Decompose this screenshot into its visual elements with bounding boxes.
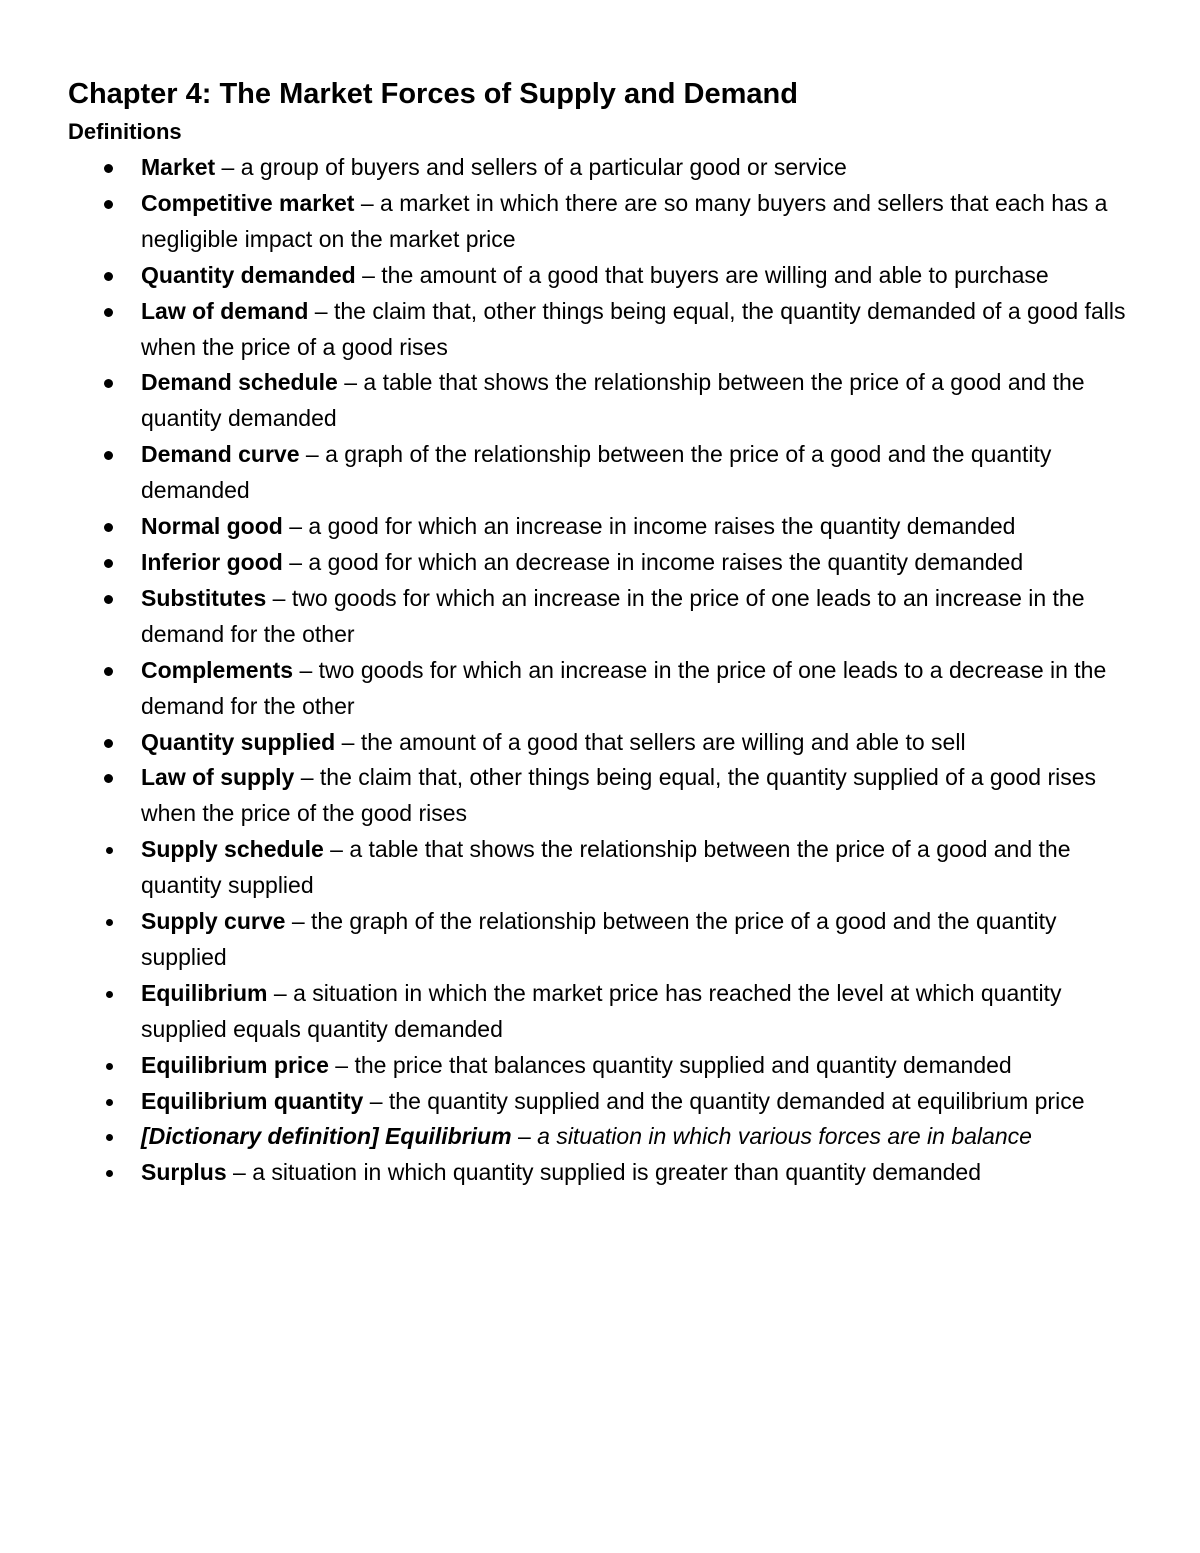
definition-text: the price that balances quantity supplied and quantity demanded (354, 1051, 1012, 1078)
definition-separator: – (267, 979, 294, 1006)
bullet-icon (104, 308, 113, 317)
definition-text: a group of buyers and sellers of a particular good or service (240, 154, 847, 180)
definition-term: Competitive market (141, 189, 355, 216)
definition-term: Quantity supplied (141, 728, 336, 755)
definition-text: the claim that, other things being equal, the quantity supplied of a good rises when the price of the good rises (141, 764, 1097, 827)
definition-item (0, 150, 1141, 186)
bullet-icon (106, 1063, 113, 1070)
definition-term: Substitutes (141, 584, 267, 611)
definition-term: Surplus (141, 1159, 227, 1186)
definition-text: a situation in which various forces are in balance (537, 1123, 1032, 1150)
definition-separator: – (285, 908, 312, 935)
definition-separator: – (226, 1159, 253, 1186)
definition-item (0, 365, 1141, 437)
section-heading: Definitions (68, 119, 182, 144)
definition-term: Law of demand (141, 297, 309, 324)
definition-separator: – (215, 154, 241, 180)
definition-term: Market (141, 154, 216, 180)
bullet-icon (104, 523, 113, 532)
bullet-icon (106, 1099, 113, 1106)
definition-text: the quantity supplied and the quantity demanded at equilibrium price (388, 1087, 1085, 1114)
definition-separator: – (294, 764, 320, 791)
bullet-icon (104, 451, 113, 460)
definition-text: the amount of a good that sellers are willing and able to sell (360, 728, 966, 755)
definition-text: a situation in which quantity supplied is greater than quantity demanded (252, 1159, 982, 1186)
bullet-icon (104, 739, 113, 748)
definition-text: a graph of the relationship between the price of a good and the quantity demanded (141, 441, 1052, 504)
definition-text: a market in which there are so many buyers and sellers that each has a negligible impact on the market price (141, 189, 1108, 252)
definition-item (0, 1155, 1141, 1191)
definition-term: Supply curve (141, 908, 286, 935)
definition-term: Inferior good (141, 548, 283, 575)
definition-item (0, 976, 1141, 1048)
definition-item (0, 437, 1141, 509)
definition-term: Equilibrium price (141, 1051, 329, 1078)
definition-text: a good for which an decrease in income raises the quantity demanded (308, 548, 1024, 575)
definition-term: Demand schedule (141, 369, 338, 396)
definition-item (0, 186, 1141, 258)
definition-separator: – (337, 369, 364, 396)
definition-term: Law of supply (141, 764, 295, 791)
definition-text: a good for which an increase in income raises the quantity demanded (308, 513, 1016, 540)
definition-item (0, 653, 1141, 725)
bullet-icon (106, 991, 113, 998)
bullet-icon (106, 1170, 113, 1177)
bullet-icon (104, 272, 113, 281)
definition-text: a table that shows the relationship between the price of a good and the quantity demanded (141, 369, 1085, 432)
definition-term: Quantity demanded (141, 261, 356, 288)
definition-separator: – (363, 1087, 389, 1114)
definition-separator: – (308, 297, 334, 324)
definition-separator: – (266, 584, 292, 611)
definition-text: a table that shows the relationship between the price of a good and the quantity supplied (141, 836, 1071, 899)
definition-separator: – (282, 513, 309, 540)
bullet-icon (104, 595, 113, 604)
definition-text: a situation in which the market price has reached the level at which quantity supplied equals quantity demanded (141, 979, 1062, 1042)
definition-separator: – (293, 656, 319, 683)
definition-item (0, 258, 1141, 294)
definition-item (0, 581, 1141, 653)
definition-term: Complements (141, 656, 294, 683)
bullet-icon (104, 559, 113, 568)
definition-item (0, 832, 1141, 904)
bullet-icon (104, 164, 113, 173)
bullet-icon (104, 379, 113, 388)
definitions-list (0, 150, 1200, 1191)
definition-separator: – (511, 1123, 538, 1150)
bullet-icon (104, 667, 113, 676)
definition-separator: – (355, 261, 382, 288)
definition-separator: – (323, 836, 350, 863)
definition-term: Normal good (141, 513, 283, 540)
definition-item (0, 294, 1141, 366)
bullet-icon (106, 919, 113, 926)
definition-term: [Dictionary definition] Equilibrium (141, 1123, 512, 1150)
bullet-icon (106, 1134, 113, 1141)
definition-text: the claim that, other things being equal, the quantity demanded of a good falls when the price of a good rises (141, 297, 1126, 360)
definition-item (0, 904, 1141, 976)
bullet-icon (104, 200, 113, 209)
chapter-title: Chapter 4: The Market Forces of Supply and Demand (68, 78, 798, 110)
definition-item (0, 545, 1141, 581)
definition-separator: – (328, 1051, 355, 1078)
definition-separator: – (335, 728, 361, 755)
bullet-icon (106, 847, 113, 854)
definition-text: two goods for which an increase in the price of one leads to an increase in the demand for the other (141, 584, 1085, 647)
definition-text: the graph of the relationship between the price of a good and the quantity supplied (141, 908, 1057, 970)
definition-term: Supply schedule (141, 836, 324, 863)
definition-separator: – (354, 189, 381, 216)
definition-item (0, 1084, 1141, 1120)
bullet-icon (104, 774, 113, 783)
definition-separator: – (282, 548, 309, 575)
definition-item (0, 509, 1141, 545)
definition-item (0, 760, 1141, 832)
definition-text: two goods for which an increase in the price of one leads to a decrease in the demand for the other (141, 656, 1107, 719)
definition-item (0, 725, 1141, 761)
definition-item (0, 1119, 1141, 1155)
definition-term: Equilibrium (141, 979, 268, 1006)
definition-text: the amount of a good that buyers are willing and able to purchase (381, 261, 1049, 288)
definition-term: Equilibrium quantity (141, 1087, 364, 1114)
definition-separator: – (299, 441, 326, 468)
definition-item (0, 1048, 1141, 1084)
definition-term: Demand curve (141, 441, 300, 468)
